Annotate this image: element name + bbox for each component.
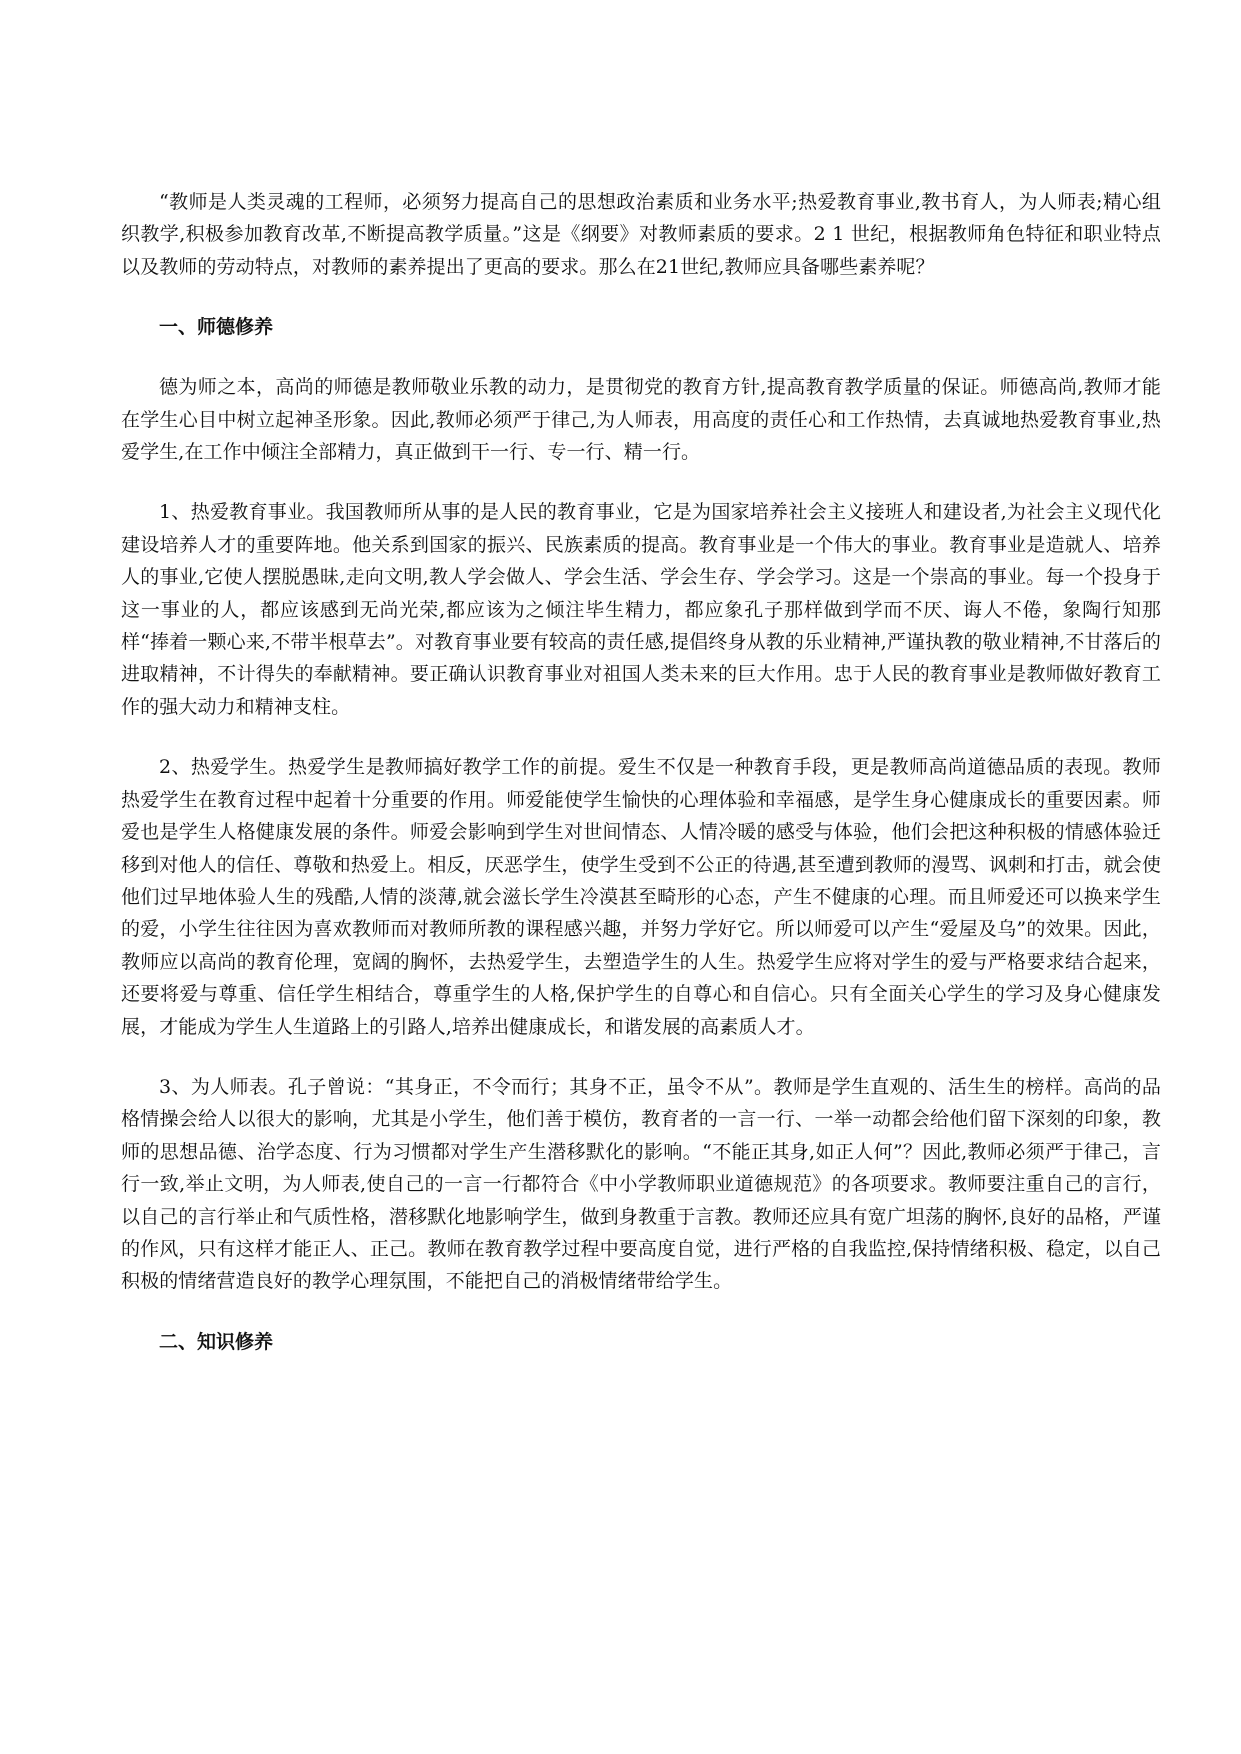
ethics-item-love-students: 2、热爱学生。热爱学生是教师搞好教学工作的前提。爱生不仅是一种教育手段，更是教师高尚道德品质的表现。教师热爱学生在教育过程中起着十分重要的作用。师爱能使学生愉快的心理体验和幸福感，是学生身心健康成长的重要因素。师爱也是学生人格健康发展的条件。师爱会影响到学生对世间情态、人情冷暖的感受与体验，他们会把这种积极的情感体验迁移到对他人的信任、尊敬和热爱上。相反，厌恶学生，使学生受到不公正的待遇,甚至遭到教师的漫骂、讽刺和打击，就会使他们过早地体验人生的残酷,人情的淡薄,就会滋长学生冷漠甚至畸形的心态，产生不健康的心理。而且师爱还可以换来学生的爱，小学生往往因为喜欢教师而对教师所教的课程感兴趣，并努力学好它。所以师爱可以产生“爱屋及乌”的效果。因此，教师应以高尚的教育伦理，宽阔的胸怀，去热爱学生，去塑造学生的人生。热爱学生应将对学生的爱与严格要求结合起来，还要将爱与尊重、信任学生相结合，尊重学生的人格,保护学生的自尊心和自信心。只有全面关心学生的学习及身心健康发展，才能成为学生人生道路上的引路人,培养出健康成长，和谐发展的高素质人才。 [121, 756, 1161, 1038]
ethics-intro-paragraph: 德为师之本，高尚的师德是教师敬业乐教的动力，是贯彻党的教育方针,提高教育教学质量的保证。师德高尚,教师才能在学生心目中树立起神圣形象。因此,教师必须严于律己,为人师表，用高度的责任心和工作热情，去真诚地热爱教育事业,热爱学生,在工作中倾注全部精力，真正做到干一行、专一行、精一行。 [121, 376, 1161, 464]
ethics-item-love-education: 1、热爱教育事业。我国教师所从事的是人民的教育事业，它是为国家培养社会主义接班人和建设者,为社会主义现代化建设培养人才的重要阵地。他关系到国家的振兴、民族素质的提高。教育事业是一个伟大的事业。教育事业是造就人、培养人的事业,它使人摆脱愚昧,走向文明,教人学会做人、学会生活、学会生存、学会学习。这是一个崇高的事业。每一个投身于这一事业的人，都应该感到无尚光荣,都应该为之倾注毕生精力，都应象孔子那样做到学而不厌、诲人不倦，象陶行知那样“捧着一颗心来,不带半根草去”。对教育事业要有较高的责任感,提倡终身从教的乐业精神,严谨执教的敬业精神,不甘落后的进取精神，不计得失的奉献精神。要正确认识教育事业对祖国人类未来的巨大作用。忠于人民的教育事业是教师做好教育工作的强大动力和精神支柱。 [121, 501, 1161, 718]
section-heading-ethics: 一、师德修养 [159, 316, 274, 339]
document-body [121, 186, 1161, 1386]
ethics-item-role-model: 3、为人师表。孔子曾说：“其身正，不令而行；其身不正，虽令不从”。教师是学生直观的、活生生的榜样。高尚的品格情操会给人以很大的影响，尤其是小学生，他们善于模仿，教育者的一言一行、一举一动都会给他们留下深刻的印象，教师的思想品德、治学态度、行为习惯都对学生产生潜移默化的影响。“不能正其身,如正人何”？因此,教师必须严于律己，言行一致,举止文明，为人师表,使自己的一言一行都符合《中小学教师职业道德规范》的各项要求。教师要注重自己的言行，以自己的言行举止和气质性格，潜移默化地影响学生，做到身教重于言教。教师还应具有宽广坦荡的胸怀,良好的品格，严谨的作风，只有这样才能正人、正己。教师在教育教学过程中要高度自觉，进行严格的自我监控,保持情绪积极、稳定，以自己积极的情绪营造良好的教学心理氛围，不能把自己的消极情绪带给学生。 [121, 1075, 1161, 1293]
section-heading-knowledge: 二、知识修养 [159, 1330, 274, 1353]
intro-paragraph: “教师是人类灵魂的工程师，必须努力提高自己的思想政治素质和业务水平;热爱教育事业,教书育人，为人师表;精心组织教学,积极参加教育改革,不断提高教学质量。”这是《纲要》对教师素质的要求。2 1 世纪，根据教师角色特征和职业特点以及教师的劳动特点，对教师的素养提出了更高的要求。那么在21世纪,教师应具备哪些素养呢？ [121, 191, 1161, 278]
